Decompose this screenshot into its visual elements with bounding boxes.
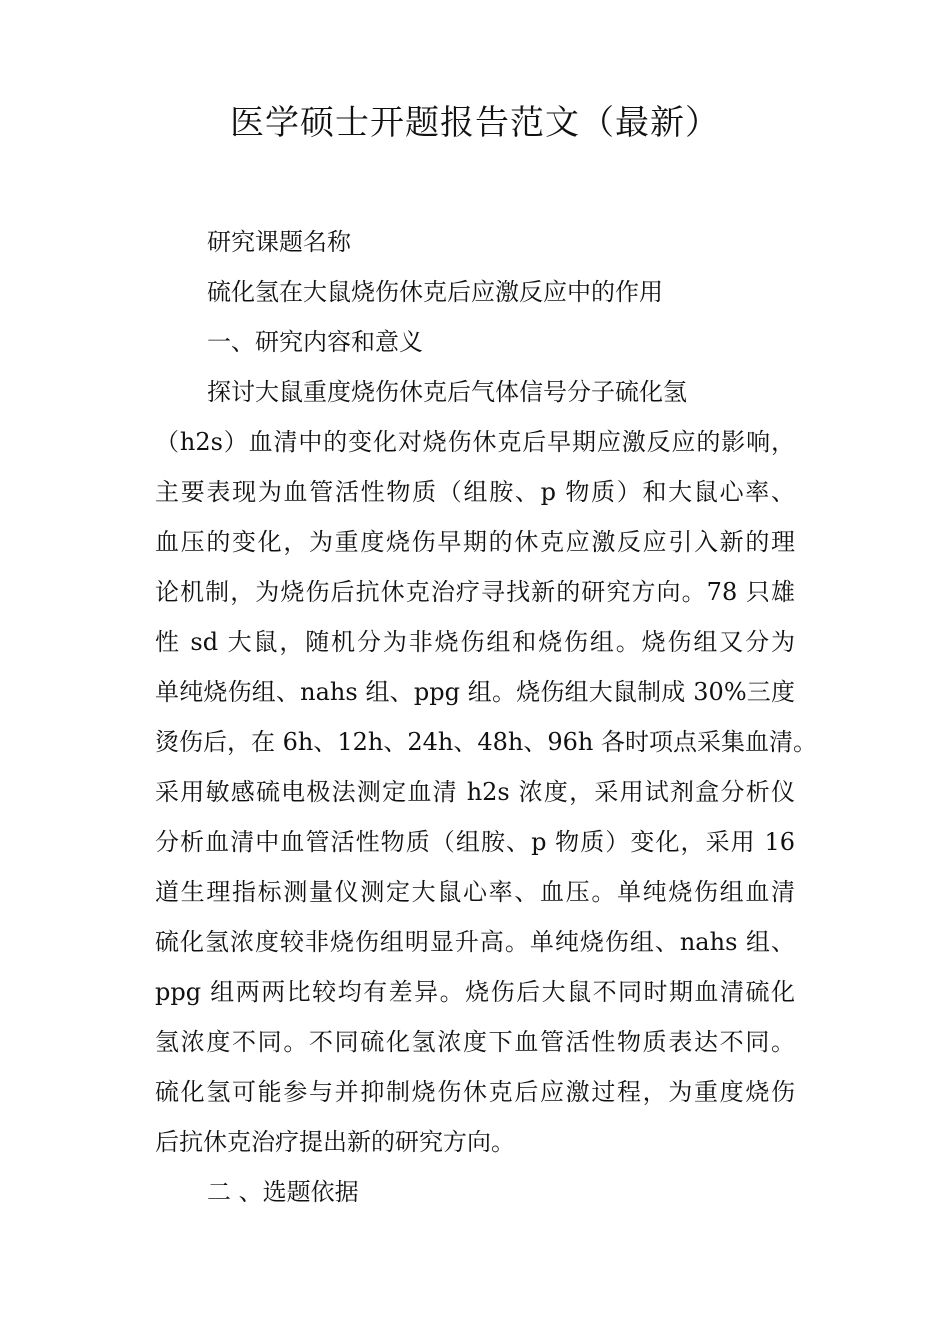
paragraph-line: 论机制，为烧伤后抗休克治疗寻找新的研究方向。78 只雄	[155, 578, 795, 606]
paragraph-line: ppg 组两两比较均有差异。烧伤后大鼠不同时期血清硫化	[155, 978, 795, 1006]
document-title: 医学硕士开题报告范文（最新）	[230, 103, 720, 143]
section-heading-1: 一、研究内容和意义	[207, 328, 423, 356]
paragraph-line: 硫化氢浓度较非烧伤组明显升高。单纯烧伤组、nahs 组、	[155, 928, 795, 956]
paragraph-first-line: 探讨大鼠重度烧伤休克后气体信号分子硫化氢	[207, 378, 687, 406]
research-topic: 硫化氢在大鼠烧伤休克后应激反应中的作用	[207, 278, 663, 306]
paragraph-line: 道生理指标测量仪测定大鼠心率、血压。单纯烧伤组血清	[155, 878, 795, 906]
paragraph-line: 血压的变化，为重度烧伤早期的休克应激反应引入新的理	[155, 528, 795, 556]
paragraph-line: 单纯烧伤组、nahs 组、ppg 组。烧伤组大鼠制成 30%三度	[155, 678, 795, 706]
paragraph-line: 采用敏感硫电极法测定血清 h2s 浓度，采用试剂盒分析仪	[155, 778, 795, 806]
paragraph-line: 后抗休克治疗提出新的研究方向。	[155, 1128, 515, 1156]
section-label: 研究课题名称	[207, 228, 351, 256]
paragraph-line: 烫伤后，在 6h、12h、24h、48h、96h 各时项点采集血清。	[155, 728, 817, 756]
paragraph-line: 性 sd 大鼠，随机分为非烧伤组和烧伤组。烧伤组又分为	[155, 628, 795, 656]
paragraph-line: 分析血清中血管活性物质（组胺、p 物质）变化，采用 16	[155, 828, 795, 856]
paragraph-line: 主要表现为血管活性物质（组胺、p 物质）和大鼠心率、	[155, 478, 795, 506]
paragraph-line: 硫化氢可能参与并抑制烧伤休克后应激过程，为重度烧伤	[155, 1078, 795, 1106]
section-heading-2: 二 、选题依据	[207, 1178, 359, 1206]
paragraph-line: 氢浓度不同。不同硫化氢浓度下血管活性物质表达不同。	[155, 1028, 795, 1056]
paragraph-line: （h2s）血清中的变化对烧伤休克后早期应激反应的影响，	[155, 428, 795, 456]
